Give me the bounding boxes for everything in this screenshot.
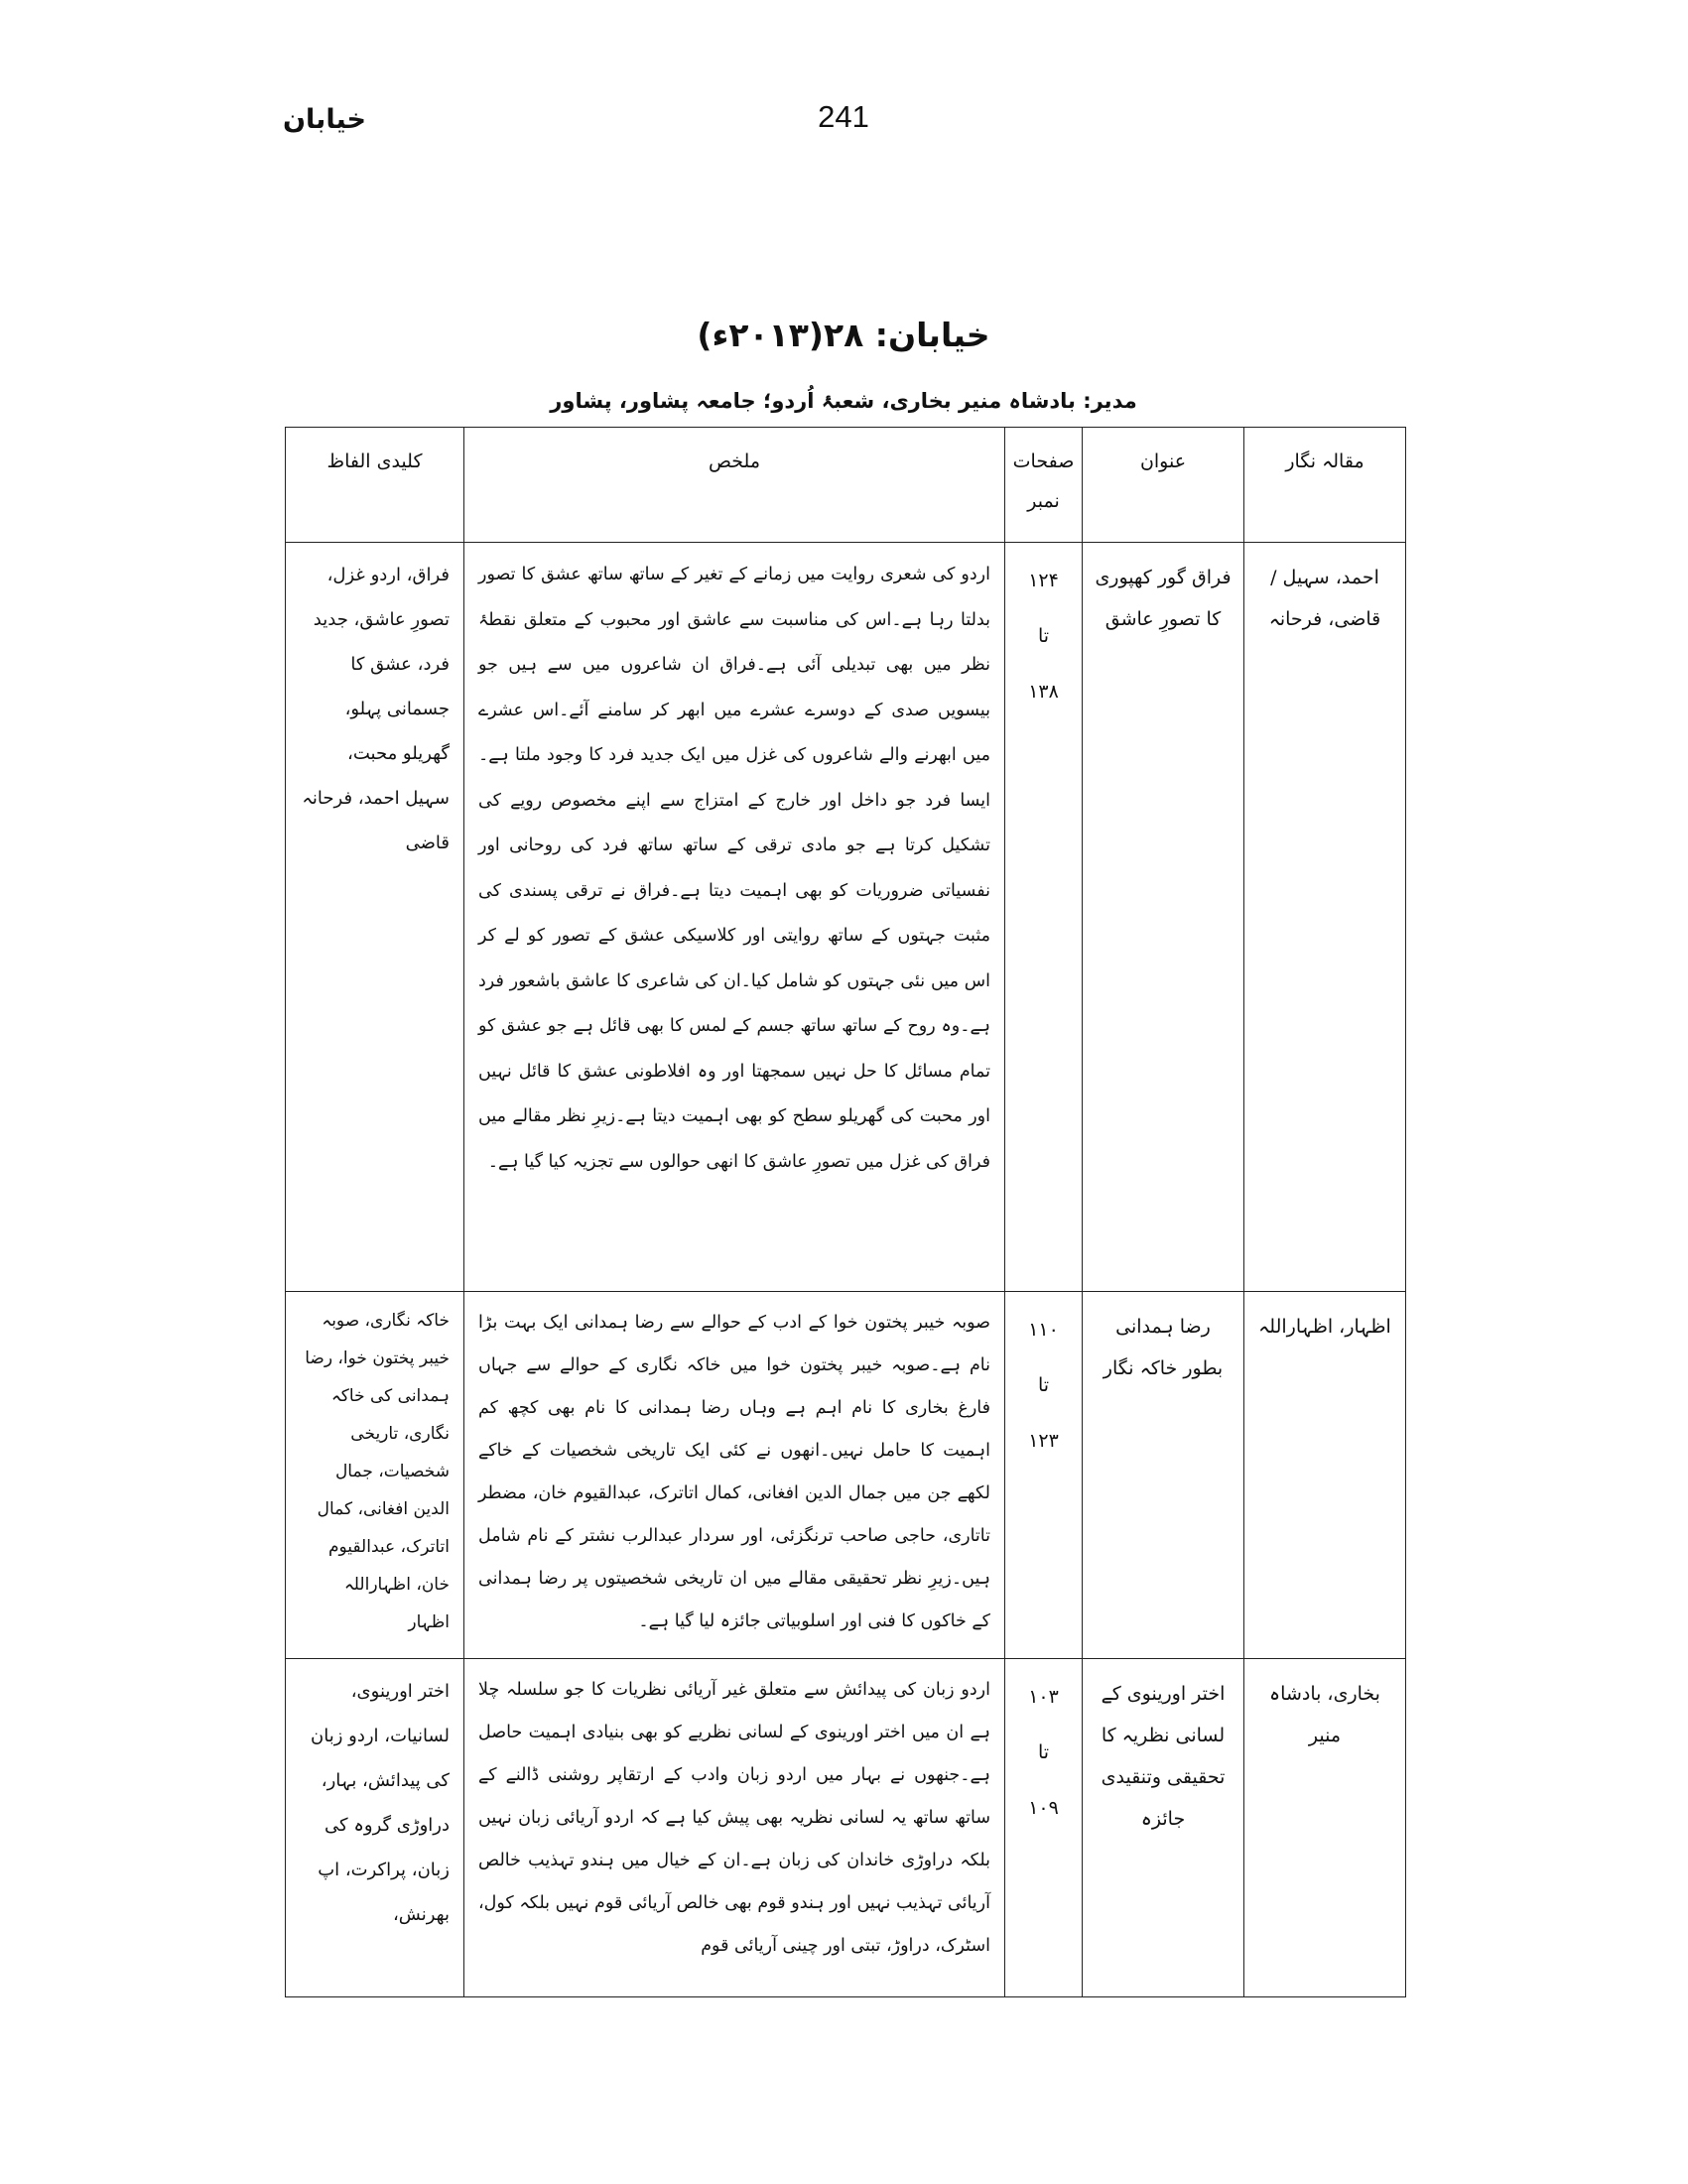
page-separator: تا — [1037, 1741, 1050, 1763]
page-from: ۱۱۰ — [1028, 1319, 1059, 1341]
page-number: 241 — [818, 99, 869, 134]
table-row — [286, 1659, 1406, 1997]
articles-table — [285, 427, 1406, 1997]
header-keywords: کلیدی الفاظ — [286, 428, 464, 543]
row-title: فراق گور کھپوری کا تصورِ عاشق — [1083, 543, 1244, 1292]
table-row — [286, 543, 1406, 1292]
row-keywords: اختر اورینوی، لسانیات، اردو زبان کی پیدائش، بہار، دراوڑی گروہ کی زبان، پراکرت، اپ بھرنش، — [286, 1659, 464, 1997]
page-from: ۱۰۳ — [1028, 1686, 1059, 1708]
row-abstract: اردو زبان کی پیدائش سے متعلق غیر آریائی نظریات کا جو سلسلہ چلا ہے ان میں اختر اورینوی کے لسانی نظریے کو بھی بنیادی اہمیت حاصل ہے۔جنھوں نے بہار میں اردو زبان وادب کے ارتقاپر روشنی ڈالنے کے ساتھ ساتھ یہ لسانی نظریہ بھی پیش کیا ہے کہ اردو آریائی زبان نہیں بلکہ دراوڑی خاندان کی زبان ہے۔ان کے خیال میں ہندو تہذیب خالص آریائی تہذیب نہیں اور ہندو قوم بھی خالص آریائی قوم نہیں بلکہ کول، اسٹرک، دراوڑ، تبتی اور چینی آریائی قوم — [464, 1659, 1005, 1997]
row-title: اختر اورینوی کے لسانی نظریہ کا تحقیقی وتنقیدی جائزہ — [1083, 1659, 1244, 1997]
row-keywords: خاکہ نگاری، صوبہ خیبر پختون خوا، رضا ہمدانی کی خاکہ نگاری، تاریخی شخصیات، جمال الدین افغانی، کمال اتاترک، عبدالقیوم خان، اظہاراللہ اظہار — [286, 1292, 464, 1659]
row-author: بخاری، بادشاہ منیر — [1244, 1659, 1406, 1997]
page-separator: تا — [1037, 1374, 1050, 1396]
header-author: مقالہ نگار — [1244, 428, 1406, 543]
header-pages: صفحات نمبر — [1005, 428, 1083, 543]
page-to: ۱۳۸ — [1028, 681, 1059, 703]
page-to: ۱۲۳ — [1028, 1430, 1059, 1452]
row-keywords: فراق، اردو غزل، تصورِ عاشق، جدید فرد، عشق کا جسمانی پہلو، گھریلو محبت، سہیل احمد، فرحانہ قاضی — [286, 543, 464, 1292]
row-author: اظہار، اظہاراللہ — [1244, 1292, 1406, 1659]
running-head: خيابان — [283, 104, 366, 135]
page-to: ۱۰۹ — [1028, 1797, 1059, 1819]
editor-line: مدیر: بادشاہ منیر بخاری، شعبۂ اُردو؛ جامعہ پشاور، پشاور — [550, 389, 1137, 413]
table-row — [286, 1292, 1406, 1659]
row-pages — [1005, 543, 1083, 1292]
page-from: ۱۲۴ — [1028, 570, 1059, 591]
row-title: رضا ہمدانی بطور خاکہ نگار — [1083, 1292, 1244, 1659]
header-title: عنوان — [1083, 428, 1244, 543]
table-header-row — [286, 428, 1406, 543]
row-pages — [1005, 1659, 1083, 1997]
header-abstract: ملخص — [464, 428, 1005, 543]
row-abstract: اردو کی شعری روایت میں زمانے کے تغیر کے ساتھ ساتھ عشق کا تصور بدلتا رہا ہے۔اس کی مناسبت سے عاشق اور محبوب کے متعلق نقطۂ نظر میں بھی تبدیلی آئی ہے۔فراق ان شاعروں میں سے ہیں جو بیسویں صدی کے دوسرے عشرے میں ابھر کر سامنے آئے۔اس عشرے میں ابھرنے والے شاعروں کی غزل میں ایک جدید فرد کا وجود ملتا ہے۔ایسا فرد جو داخل اور خارج کے امتزاج سے اپنے مخصوص رویے کی تشکیل کرتا ہے جو مادی ترقی کے ساتھ ساتھ فرد کی روحانی اور نفسیاتی ضروریات کو بھی اہمیت دیتا ہے۔فراق نے ترقی پسندی کی مثبت جہتوں کے ساتھ روایتی اور کلاسیکی عشق کے تصور کو لے کر اس میں نئی جہتوں کو شامل کیا۔ان کی شاعری کا عاشق باشعور فرد ہے۔وہ روح کے ساتھ ساتھ جسم کے لمس کا بھی قائل ہے جو عشق کو تمام مسائل کا حل نہیں سمجھتا اور وہ افلاطونی عشق کا قائل نہیں اور محبت کی گھریلو سطح کو بھی اہمیت دیتا ہے۔زیرِ نظر مقالے میں فراق کی غزل میں تصورِ عاشق کا انھی حوالوں سے تجزیہ کیا گیا ہے۔ — [464, 543, 1005, 1292]
journal-title: خیابان: ۲۸(۲۰۱۳ء) — [697, 316, 990, 354]
row-abstract: صوبہ خیبر پختون خوا کے ادب کے حوالے سے رضا ہمدانی ایک بہت بڑا نام ہے۔صوبہ خیبر پختون خوا میں خاکہ نگاری کے حوالے سے جہاں فارغ بخاری کا نام اہم ہے وہاں رضا ہمدانی کا نام بھی کچھ کم اہمیت کا حامل نہیں۔انھوں نے کئی ایک تاریخی شخصیات کے خاکے لکھے جن میں جمال الدین افغانی، کمال اتاترک، عبدالقیوم خان، مضطر تاتاری، حاجی صاحب ترنگزئی، اور سردار عبدالرب نشتر کے نام شامل ہیں۔زیرِ نظر تحقیقی مقالے میں ان تاریخی شخصیتوں پر رضا ہمدانی کے خاکوں کا فنی اور اسلوبیاتی جائزہ لیا گیا ہے۔ — [464, 1292, 1005, 1659]
row-author: احمد، سہیل / قاضی، فرحانہ — [1244, 543, 1406, 1292]
page-separator: تا — [1037, 625, 1050, 647]
row-pages — [1005, 1292, 1083, 1659]
